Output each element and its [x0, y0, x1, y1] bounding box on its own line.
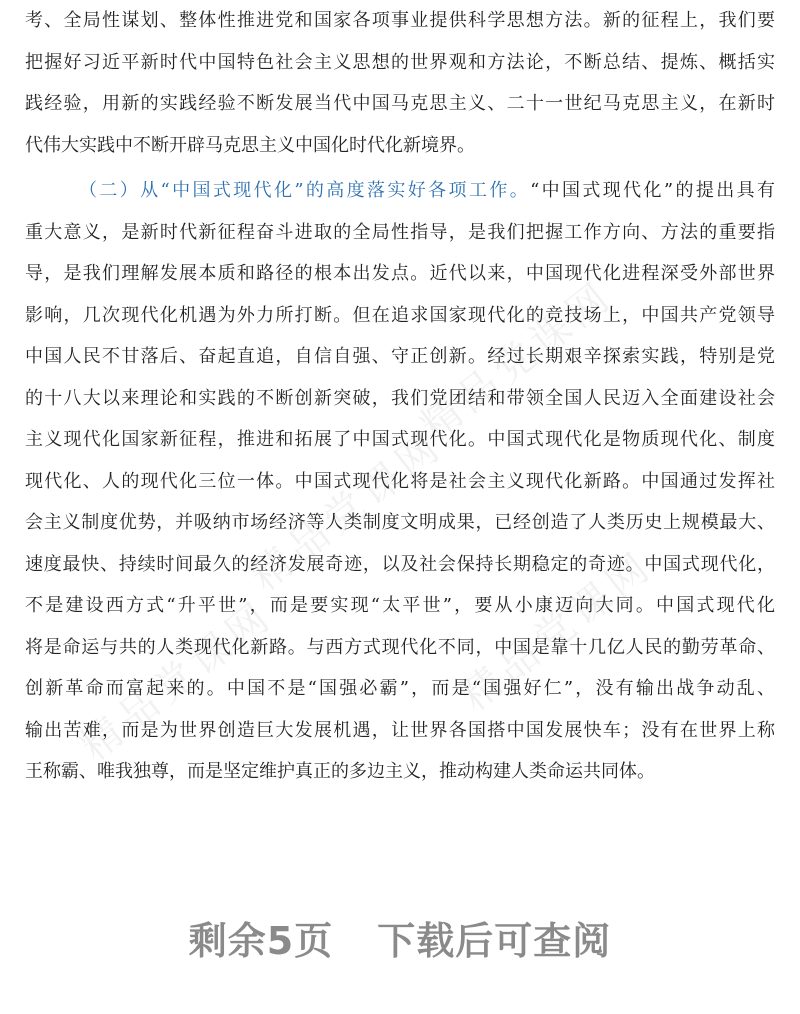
- download-to-view-label[interactable]: 下载后可查阅: [377, 919, 612, 963]
- watermark: 精品党课网: [452, 542, 662, 721]
- paragraph-line: 主义现代化国家新征程，推进和拓展了中国式现代化。中国式现代化是物质现代化、制度: [25, 429, 775, 450]
- download-prompt[interactable]: [0, 910, 800, 965]
- section-heading-tail: “中国式现代化”的提出具有: [530, 180, 775, 201]
- paragraph-line: 考、全局性谋划、整体性推进党和国家各项事业提供科学思想方法。新的征程上，我们要: [25, 10, 775, 31]
- paragraph-line: 重大意义，是新时代新征程奋斗进取的全局性指导，是我们把握工作方向、方法的重要指: [25, 221, 775, 243]
- section-heading: （二）从“中国式现代化”的高度落实好各项工作。: [79, 180, 531, 201]
- paragraph-line: 中国人民不甘落后、奋起直追，自信自强、守正创新。经过长期艰辛探索实践，特别是党: [25, 346, 775, 367]
- paragraph-line: 把握好习近平新时代中国特色社会主义思想的世界观和方法论，不断总结、提炼、概括实: [25, 51, 775, 73]
- paragraph-line: 现代化、人的现代化三位一体。中国式现代化将是社会主义现代化新路。中国通过发挥社: [25, 470, 775, 492]
- paragraph-line: 代伟大实践中不断开辟马克思主义中国化时代化新境界。: [25, 134, 475, 156]
- watermark: 精品党课网: [72, 592, 282, 771]
- paragraph-line: 影响，几次现代化机遇为外力所打断。但在追求国家现代化的竞技场上，中国共产党领导: [25, 304, 775, 326]
- paragraph-line: 创新革命而富起来的。中国不是“国强必霸”，而是“国强好仁”，没有输出战争动乱、: [25, 678, 775, 699]
- watermark: 精品党课网: [242, 422, 452, 601]
- paragraph-line: 会主义制度优势，并吸纳市场经济等人类制度文明成果，已经创造了人类历史上规模最大、: [25, 512, 775, 533]
- paragraph-line: 输出苦难，而是为世界创造巨大发展机遇，让世界各国搭中国发展快车；没有在世界上称: [25, 719, 775, 741]
- paragraph-line: 将是命运与共的人类现代化新路。与西方式现代化不同，中国是靠十几亿人民的勤劳革命、: [25, 636, 775, 658]
- paragraph-line: 王称霸、唯我独尊，而是坚定维护真正的多边主义，推动构建人类命运共同体。: [25, 761, 655, 782]
- paragraph-line: 的十八大以来理论和实践的不断创新突破，我们党团结和带领全国人民迈入全面建设社会: [25, 387, 775, 409]
- section-heading-line: [25, 170, 775, 212]
- paragraph-line: 导，是我们理解发展本质和路径的根本出发点。近代以来，中国现代化进程深受外部世界: [25, 263, 775, 284]
- remaining-pages-label[interactable]: 剩余5页: [188, 919, 334, 963]
- paragraph-line: 不是建设西方式“升平世”，而是要实现“太平世”，要从小康迈向大同。中国式现代化: [25, 595, 775, 616]
- paragraph-line: 速度最快、持续时间最久的经济发展奇迹，以及社会保持长期稳定的奇迹。中国式现代化，: [25, 553, 775, 575]
- document-body: [25, 0, 775, 793]
- paragraph-line: 践经验，用新的实践经验不断发展当代中国马克思主义、二十一世纪马克思主义，在新时: [25, 93, 775, 114]
- watermark: 精品党课网: [412, 272, 622, 451]
